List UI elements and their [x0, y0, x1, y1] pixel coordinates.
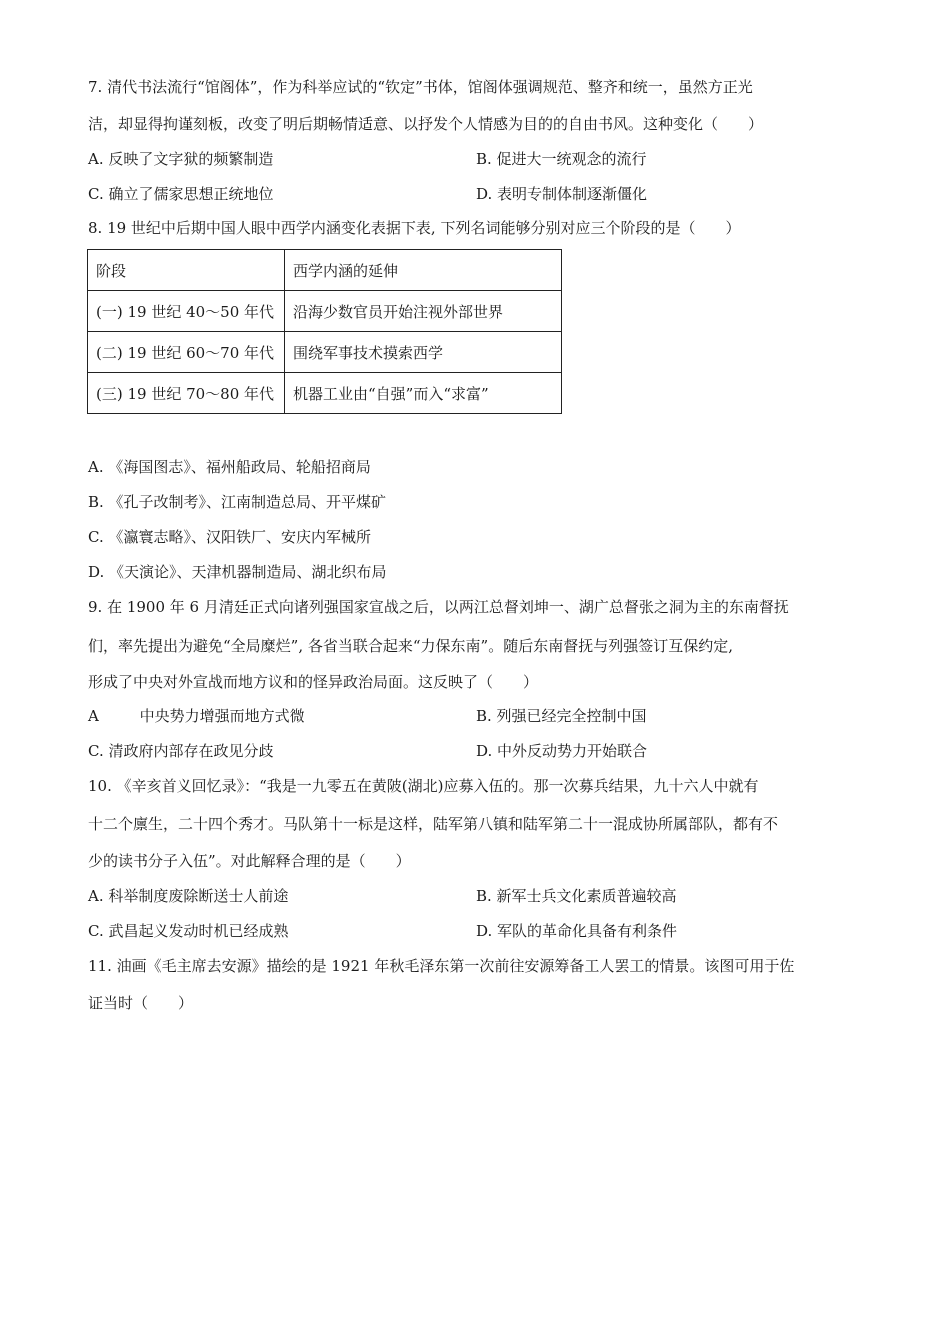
- table-header-content: 西学内涵的延伸: [285, 250, 562, 291]
- table-cell-stage: (一) 19 世纪 40～50 年代: [88, 291, 285, 332]
- q8-option-d: D. 《天演论》、天津机器制造局、湖北织布局: [88, 563, 387, 581]
- q9-option-c: C. 清政府内部存在政见分歧: [88, 742, 274, 760]
- table-cell-stage: (三) 19 世纪 70～80 年代: [88, 373, 285, 414]
- q7-stem-line2: 洁，却显得拘谨刻板，改变了明后期畅情适意、以抒发个人情感为目的的自由书风。这种变化（ ）: [88, 115, 764, 133]
- q9-option-a-letter: A: [88, 707, 99, 725]
- q9-stem-line3: 形成了中央对外宣战而地方议和的怪异政治局面。这反映了（ ）: [88, 673, 539, 691]
- table-cell-content: 沿海少数官员开始注视外部世界: [285, 291, 562, 332]
- q9-option-b: B. 列强已经完全控制中国: [476, 707, 647, 725]
- q9-stem-line1: 9. 在 1900 年 6 月清廷正式向诸列强国家宣战之后，以两江总督刘坤一、湖广总督张之洞为主的东南督抚: [88, 598, 789, 616]
- table-header-row: [88, 250, 562, 291]
- q10-stem-line1: 10. 《辛亥首义回忆录》：“我是一九零五在黄陂(湖北)应募入伍的。那一次募兵结果，九十六人中就有: [88, 777, 759, 795]
- q10-option-c: C. 武昌起义发动时机已经成熟: [88, 922, 289, 940]
- q7-option-c: C. 确立了儒家思想正统地位: [88, 185, 274, 203]
- q9-stem-line2: 们，率先提出为避免“全局糜烂”, 各省当联合起来“力保东南”。随后东南督抚与列强签订互保约定,: [88, 637, 733, 655]
- table-cell-content: 围绕军事技术摸索西学: [285, 332, 562, 373]
- q8-option-c: C. 《瀛寰志略》、汉阳铁厂、安庆内军械所: [88, 528, 371, 546]
- q7-option-b: B. 促进大一统观念的流行: [476, 150, 647, 168]
- q7-option-d: D. 表明专制体制逐渐僵化: [476, 185, 648, 203]
- table-cell-content: 机器工业由“自强”而入“求富”: [285, 373, 562, 414]
- table-cell-stage: (二) 19 世纪 60～70 年代: [88, 332, 285, 373]
- q10-option-d: D. 军队的革命化具备有利条件: [476, 922, 678, 940]
- q9-option-a-text: 中央势力增强而地方式微: [139, 707, 305, 725]
- q10-option-b: B. 新军士兵文化素质普遍较高: [476, 887, 677, 905]
- q9-option-d: D. 中外反动势力开始联合: [476, 742, 648, 760]
- stage-table: [87, 249, 562, 414]
- table-row: [88, 373, 562, 414]
- q7-option-a: A. 反映了文字狱的频繁制造: [88, 150, 274, 168]
- q8-stem: 8. 19 世纪中后期中国人眼中西学内涵变化表据下表, 下列名词能够分别对应三个阶段的是（ ）: [88, 219, 741, 237]
- q10-option-a: A. 科举制度废除断送士人前途: [88, 887, 289, 905]
- q11-stem-line2: 证当时（ ）: [88, 994, 194, 1012]
- q8-option-b: B. 《孔子改制考》、江南制造总局、开平煤矿: [88, 493, 387, 511]
- q8-option-a: A. 《海国图志》、福州船政局、轮船招商局: [88, 458, 371, 476]
- table-row: [88, 291, 562, 332]
- table-header-stage: 阶段: [88, 250, 285, 291]
- q9-option-a: [88, 706, 305, 726]
- q10-stem-line3: 少的读书分子入伍”。对此解释合理的是（ ）: [88, 852, 411, 870]
- table-row: [88, 332, 562, 373]
- q10-stem-line2: 十二个廪生，二十四个秀才。马队第十一标是这样，陆军第八镇和陆军第二十一混成协所属部队，都有不: [88, 815, 779, 833]
- q11-stem-line1: 11. 油画《毛主席去安源》描绘的是 1921 年秋毛泽东第一次前往安源筹备工人罢工的情景。该图可用于佐: [88, 957, 795, 975]
- q7-stem-line1: 7. 清代书法流行“馆阁体”，作为科举应试的“钦定”书体，馆阁体强调规范、整齐和统一，虽然方正光: [88, 78, 753, 96]
